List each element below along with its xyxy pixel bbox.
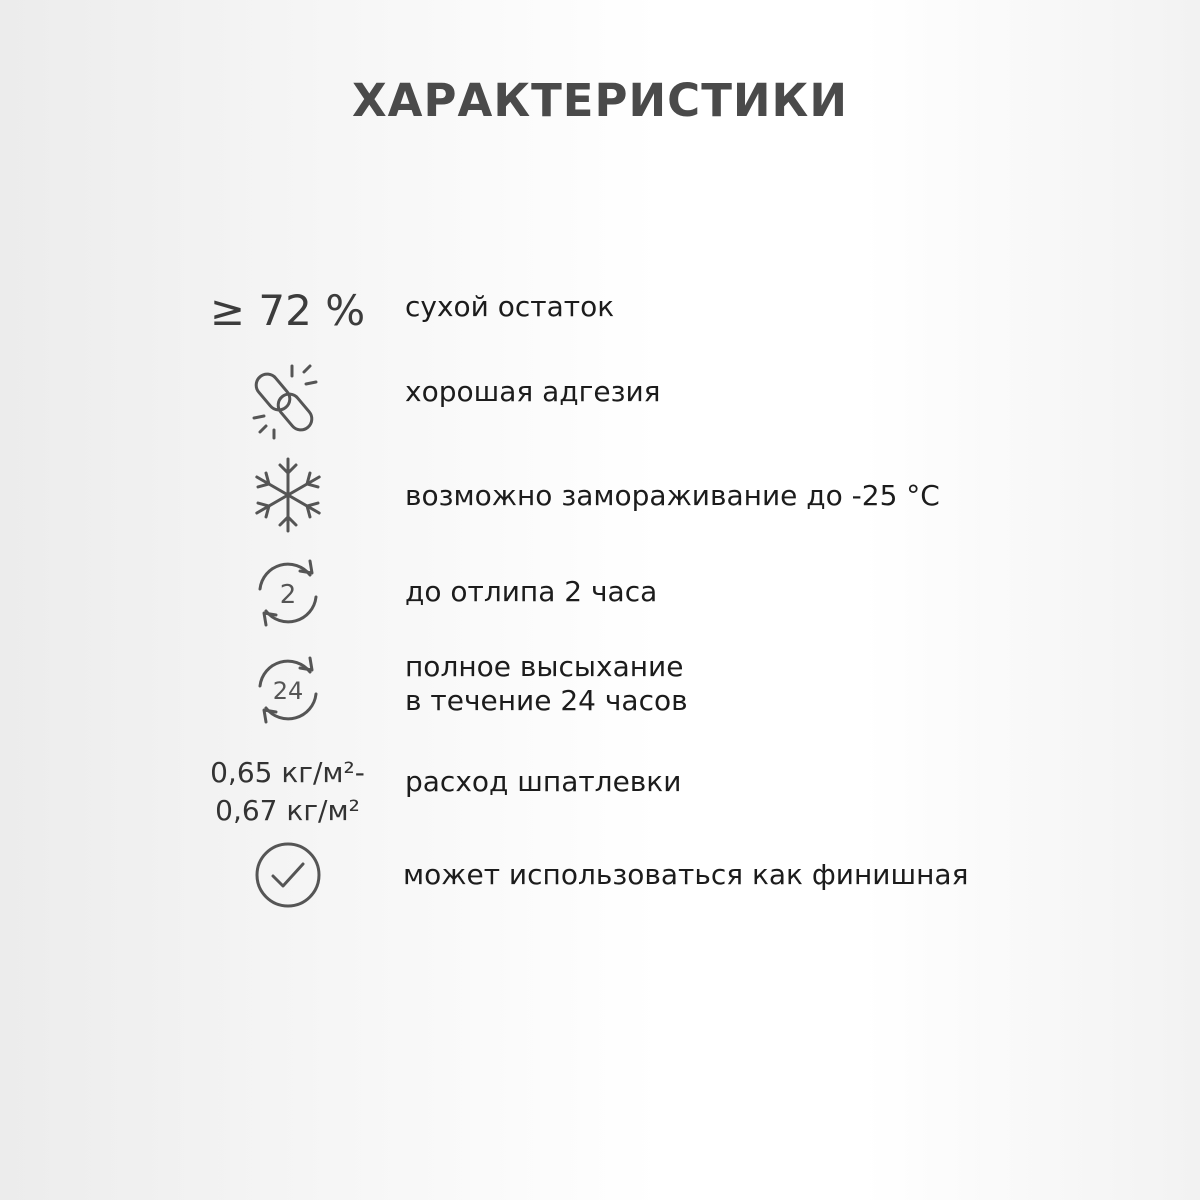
consumption-value-line2: 0,67 кг/м² <box>215 794 360 827</box>
adhesion-label: хорошая адгезия <box>405 375 661 408</box>
feature-row-full-drying <box>0 650 1200 730</box>
freezing-label: возможно замораживание до -25 °C <box>405 479 940 512</box>
chain-link-icon <box>248 362 328 442</box>
dry-residue-label: сухой остаток <box>405 290 615 323</box>
cycle-24-text: 24 <box>272 677 303 705</box>
full-drying-label-line1: полное высыхание <box>405 650 684 683</box>
cycle-24-icon <box>248 650 328 730</box>
page-title: ХАРАКТЕРИСТИКИ <box>351 74 848 127</box>
snowflake-icon <box>248 455 328 535</box>
check-circle-icon <box>253 840 323 910</box>
cycle-2-text: 2 <box>279 580 296 610</box>
cycle-2-icon <box>248 553 328 633</box>
full-drying-label <box>405 650 688 718</box>
feature-row-dry-residue <box>0 280 1200 340</box>
finishing-label: может использоваться как финишная <box>403 858 969 891</box>
feature-row-finishing <box>0 840 1200 910</box>
feature-row-freezing <box>0 455 1200 535</box>
feature-row-tack-free <box>0 553 1200 633</box>
consumption-value-line1: 0,65 кг/м²- <box>210 756 365 789</box>
feature-row-adhesion <box>0 362 1200 442</box>
dry-residue-value: ≥ 72 % <box>209 285 366 335</box>
consumption-value <box>210 754 365 830</box>
full-drying-label-line2: в течение 24 часов <box>405 684 688 717</box>
feature-row-consumption <box>0 752 1200 832</box>
tack-free-label: до отлипа 2 часа <box>405 575 658 608</box>
consumption-label: расход шпатлевки <box>405 765 682 798</box>
